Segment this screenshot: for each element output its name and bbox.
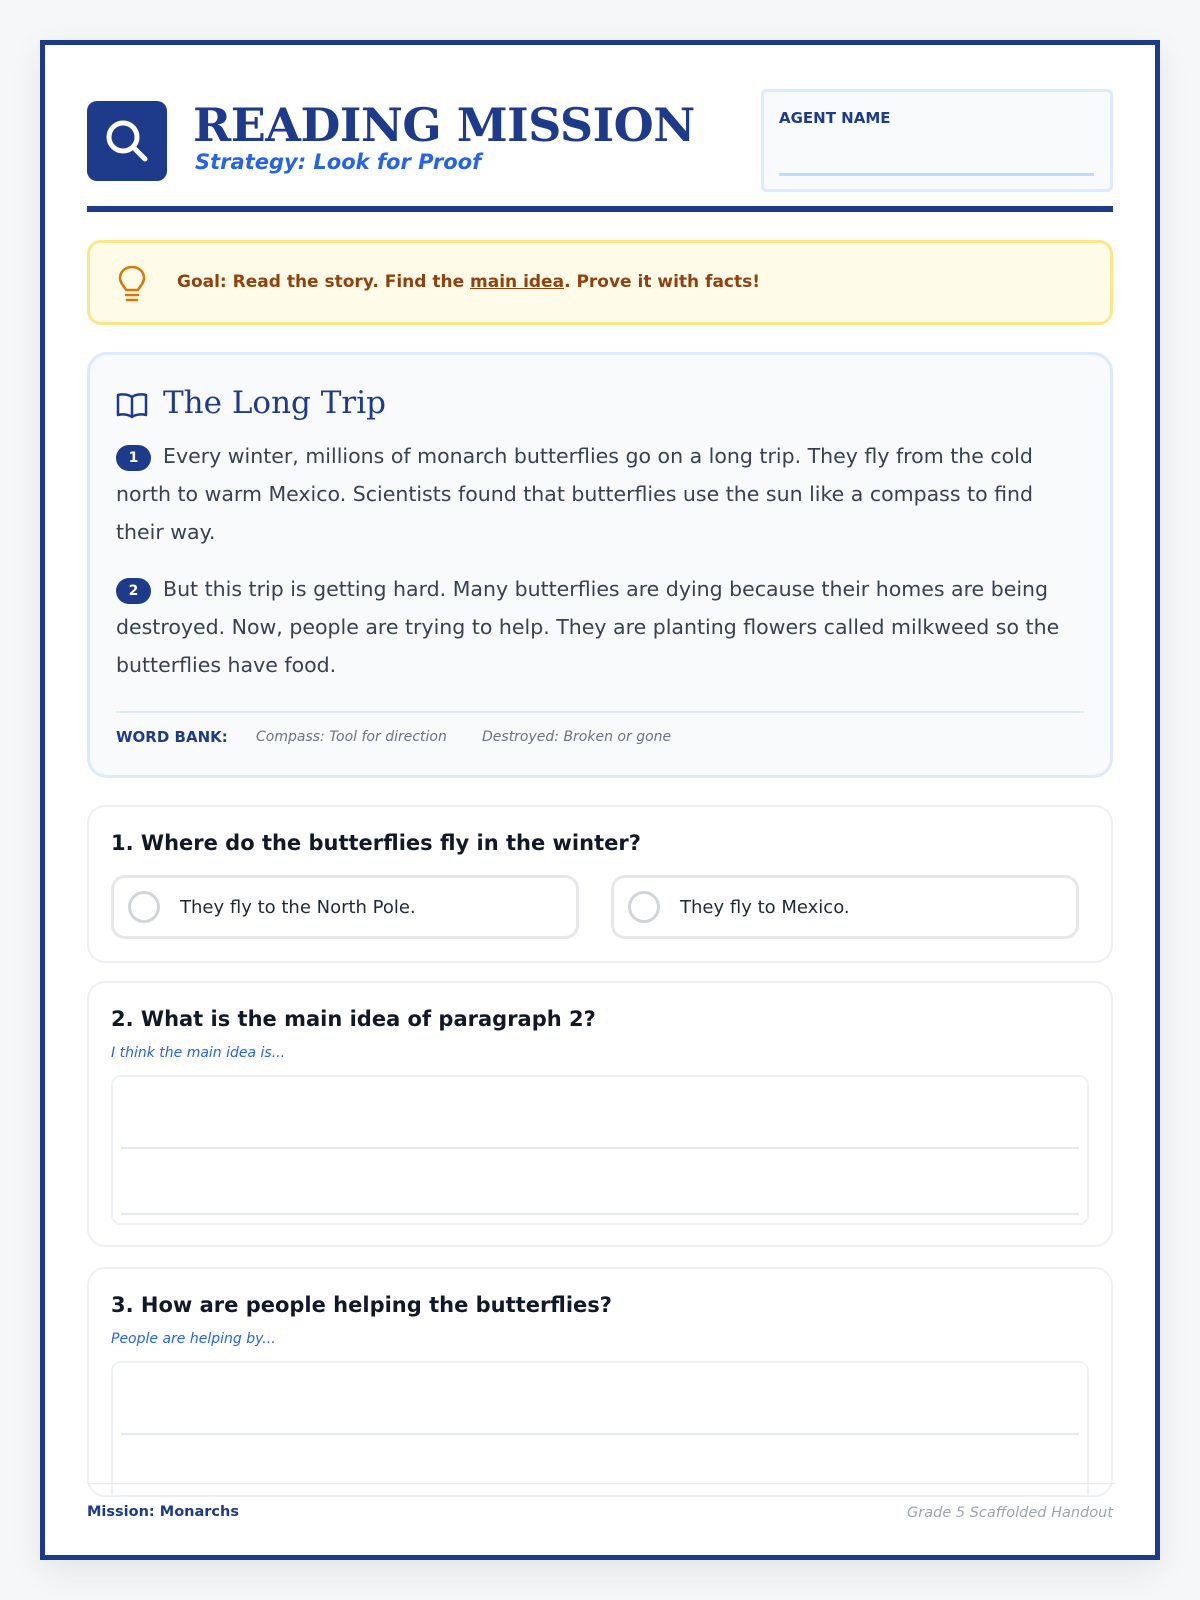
worksheet-page [40,40,1160,1560]
goal-banner [87,240,1113,325]
question-title: 1. Where do the butterflies fly in the winter? [111,831,641,855]
lightbulb-icon [116,264,148,304]
story-title: The Long Trip [163,385,387,421]
story-paragraph: 2 But this trip is getting hard. Many butterflies are dying because their homes are being destroyed. Now, people are trying to help. They are planting flowers called milkweed so the butterflies have food. [116,577,1060,677]
choice-label: They fly to the North Pole. [180,897,416,918]
page-title: READING MISSION [193,98,695,152]
logo-badge [87,101,167,181]
question-card-1 [87,805,1113,963]
word-bank-item: Destroyed: Broken or gone [482,729,672,745]
footer-mission: Mission: Monarchs [87,1504,239,1520]
writing-line [121,1433,1079,1435]
footer-grade: Grade 5 Scaffolded Handout [907,1505,1113,1521]
agent-name-field[interactable] [761,89,1113,192]
magnifier-icon [103,117,151,165]
paragraph-number-badge: 1 [116,445,151,471]
writing-line [121,1213,1079,1215]
question-title: 2. What is the main idea of paragraph 2? [111,1007,596,1031]
page-subtitle: Strategy: Look for Proof [195,150,482,174]
question-card-2 [87,981,1113,1247]
answer-choice-mexico[interactable] [611,875,1079,939]
footer-divider [87,1483,1115,1484]
sentence-starter: People are helping by... [111,1331,276,1347]
question-title: 3. How are people helping the butterflies? [111,1293,612,1317]
sentence-starter: I think the main idea is... [111,1045,286,1061]
answer-choice-north-pole[interactable] [111,875,579,939]
story-card [87,352,1113,778]
main-idea-highlight: main idea [470,272,565,292]
agent-name-line [779,173,1094,176]
header-divider [87,206,1113,212]
book-icon [116,391,148,419]
goal-text: Goal: Read the story. Find the main idea. Prove it with facts! [177,272,760,292]
agent-name-label: AGENT NAME [779,109,891,127]
question-card-3 [87,1267,1113,1497]
word-bank-label: WORD BANK: [116,728,228,746]
word-bank-divider [116,711,1084,713]
choice-label: They fly to Mexico. [680,897,850,918]
answer-writing-area[interactable] [111,1075,1089,1225]
paragraph-number-badge: 2 [116,578,151,604]
story-paragraph: 1 Every winter, millions of monarch butterflies go on a long trip. They fly from the cold north to warm Mexico. Scientists found that butterflies use the sun like a compass to find their way. [116,444,1034,544]
radio-button[interactable] [628,891,660,923]
radio-button[interactable] [128,891,160,923]
answer-writing-area[interactable] [111,1361,1089,1497]
writing-line [121,1147,1079,1149]
word-bank-item: Compass: Tool for direction [256,729,447,745]
